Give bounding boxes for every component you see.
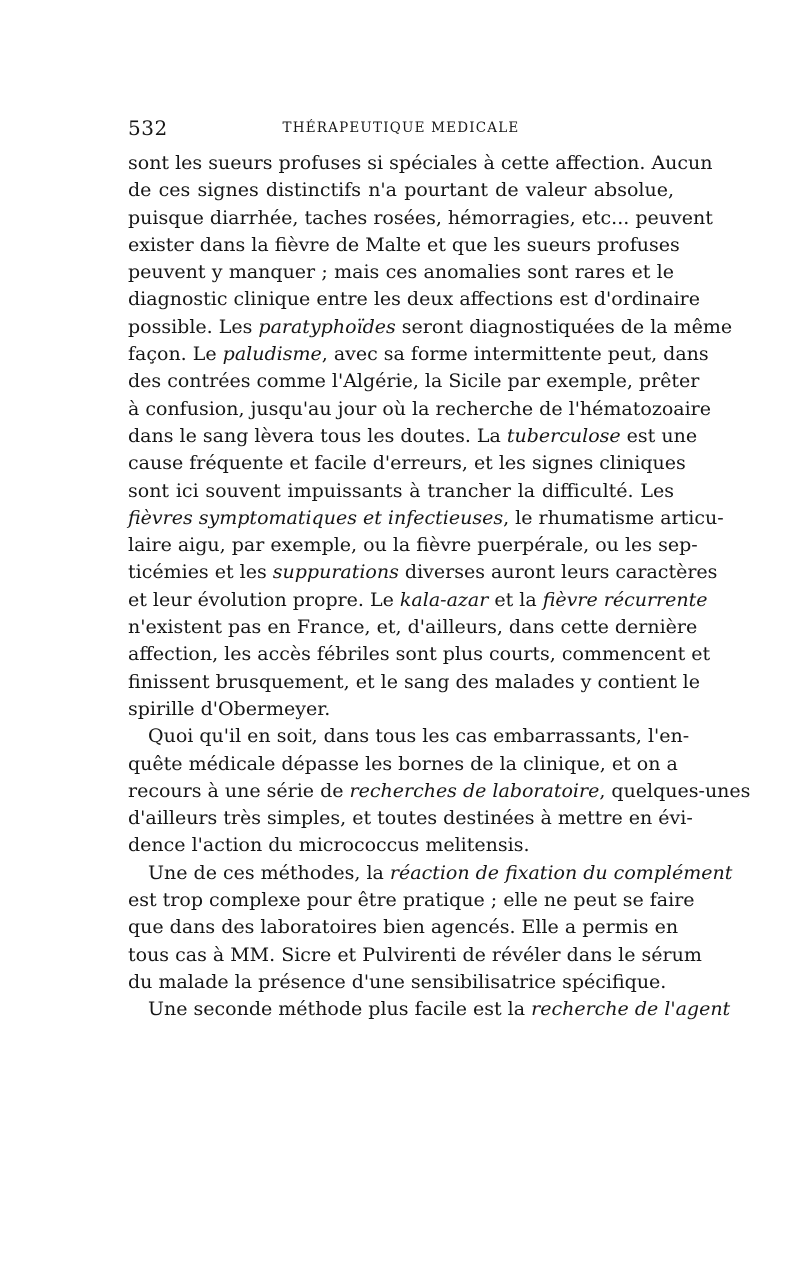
text-line [128, 696, 674, 723]
text-run: que dans des laboratoires bien agencés. Elle a permis en [128, 916, 679, 939]
text-run: des contrées comme l'Algérie, la Sicile par exemple, prêter [128, 370, 700, 393]
text-run: exister dans la fièvre de Malte et que les sueurs profuses [128, 233, 680, 256]
italic-term: suppurations [272, 561, 399, 584]
text-run: façon. Le [128, 343, 223, 366]
text-line [128, 478, 674, 505]
italic-term: kala-azar [399, 588, 489, 611]
text-run: n'existent pas en France, et, d'ailleurs, dans cette dernière [128, 616, 698, 639]
text-run: d'ailleurs très simples, et toutes destinées à mettre en évi- [128, 807, 693, 830]
text-line [128, 751, 678, 778]
text-line [128, 341, 709, 368]
text-line [128, 559, 718, 586]
page-number: 532 [128, 116, 168, 140]
paragraph [128, 150, 733, 723]
text-run: , avec sa forme intermittente peut, dans [321, 343, 709, 366]
text-line [128, 887, 695, 914]
text-run: et la [488, 588, 543, 611]
running-title: THÉRAPEUTIQUE MEDICALE [282, 120, 520, 136]
italic-term: recherche de l'agent [531, 998, 731, 1021]
text-line [128, 860, 733, 887]
text-run: seront diagnostiquées de la même [395, 315, 733, 338]
text-run: possible. Les [128, 315, 259, 338]
text-line [128, 614, 698, 641]
paragraph [128, 723, 751, 859]
text-line [128, 641, 711, 668]
paragraph [128, 996, 731, 1023]
text-run: Quoi qu'il en soit, dans tous les cas embarrassants, l'en- [148, 725, 690, 748]
text-run: est trop complexe pour être pratique ; elle ne peut se faire [128, 889, 695, 912]
paragraph [128, 860, 733, 996]
body-text [128, 150, 751, 1024]
text-run: puisque diarrhée, taches rosées, hémorragies, etc... peuvent [128, 206, 713, 229]
italic-term: fièvre récurrente [542, 588, 708, 611]
text-line [128, 778, 751, 805]
text-run: dence l'action du micrococcus melitensis. [128, 834, 530, 857]
text-run: du malade la présence d'une sensibilisatrice spécifique. [128, 970, 667, 993]
text-line [128, 587, 708, 614]
text-run: diagnostic clinique entre les deux affections est d'ordinaire [128, 288, 701, 311]
text-run: , le rhumatisme articu- [503, 506, 724, 529]
text-run: quête médicale dépasse les bornes de la clinique, et on a [128, 752, 678, 775]
text-line [128, 942, 702, 969]
text-run: affection, les accès fébriles sont plus courts, commencent et [128, 643, 711, 666]
italic-term: recherches de laboratoire [349, 779, 600, 802]
text-run: spirille d'Obermeyer. [128, 697, 331, 720]
text-line [128, 669, 700, 696]
italic-term: tuberculose [506, 424, 621, 447]
italic-term: paludisme [222, 343, 322, 366]
text-line [128, 286, 701, 313]
text-run: laire aigu, par exemple, ou la fièvre puerpérale, ou les sep- [128, 534, 698, 557]
text-line [128, 314, 733, 341]
text-line [128, 505, 724, 532]
text-line [128, 368, 700, 395]
text-line [128, 969, 674, 996]
text-run: Une seconde méthode plus facile est la [148, 998, 532, 1021]
italic-term: paratyphoïdes [258, 315, 396, 338]
text-line [128, 423, 698, 450]
italic-term: réaction de fixation du complément [389, 861, 733, 884]
text-line [128, 996, 731, 1023]
text-line [128, 205, 713, 232]
text-run: cause fréquente et facile d'erreurs, et les signes cliniques [128, 452, 686, 475]
italic-term: fièvres symptomatiques et infectieuses [128, 506, 504, 529]
text-line [128, 177, 674, 204]
text-line [128, 259, 674, 286]
text-run: recours à une série de [128, 779, 350, 802]
text-run: de ces signes distinctifs n'a pourtant de valeur absolue, [128, 179, 674, 202]
text-line [128, 723, 690, 750]
text-run: sont les sueurs profuses si spéciales à cette affection. Aucun [128, 152, 713, 174]
text-line [128, 150, 713, 177]
text-run: sont ici souvent impuissants à trancher la difficulté. Les [128, 479, 674, 502]
page-header [128, 116, 674, 142]
text-line [128, 914, 679, 941]
text-run: dans le sang lèvera tous les doutes. La [128, 424, 507, 447]
text-run: Une de ces méthodes, la [148, 861, 390, 884]
text-run: finissent brusquement, et le sang des malades y contient le [128, 670, 700, 693]
text-run: est une [620, 424, 698, 447]
text-run: et leur évolution propre. Le [128, 588, 400, 611]
text-run: diverses auront leurs caractères [398, 561, 718, 584]
text-line [128, 805, 693, 832]
text-run: tous cas à MM. Sicre et Pulvirenti de révéler dans le sérum [128, 943, 702, 966]
text-line [128, 396, 712, 423]
text-line [128, 450, 686, 477]
text-run: , quelques-unes [599, 779, 751, 802]
text-line [128, 532, 698, 559]
text-run: à confusion, jusqu'au jour où la recherche de l'hématozoaire [128, 397, 712, 420]
text-line [128, 832, 674, 859]
text-line [128, 232, 680, 259]
text-run: ticémies et les [128, 561, 273, 584]
text-run: peuvent y manquer ; mais ces anomalies sont rares et le [128, 261, 674, 284]
